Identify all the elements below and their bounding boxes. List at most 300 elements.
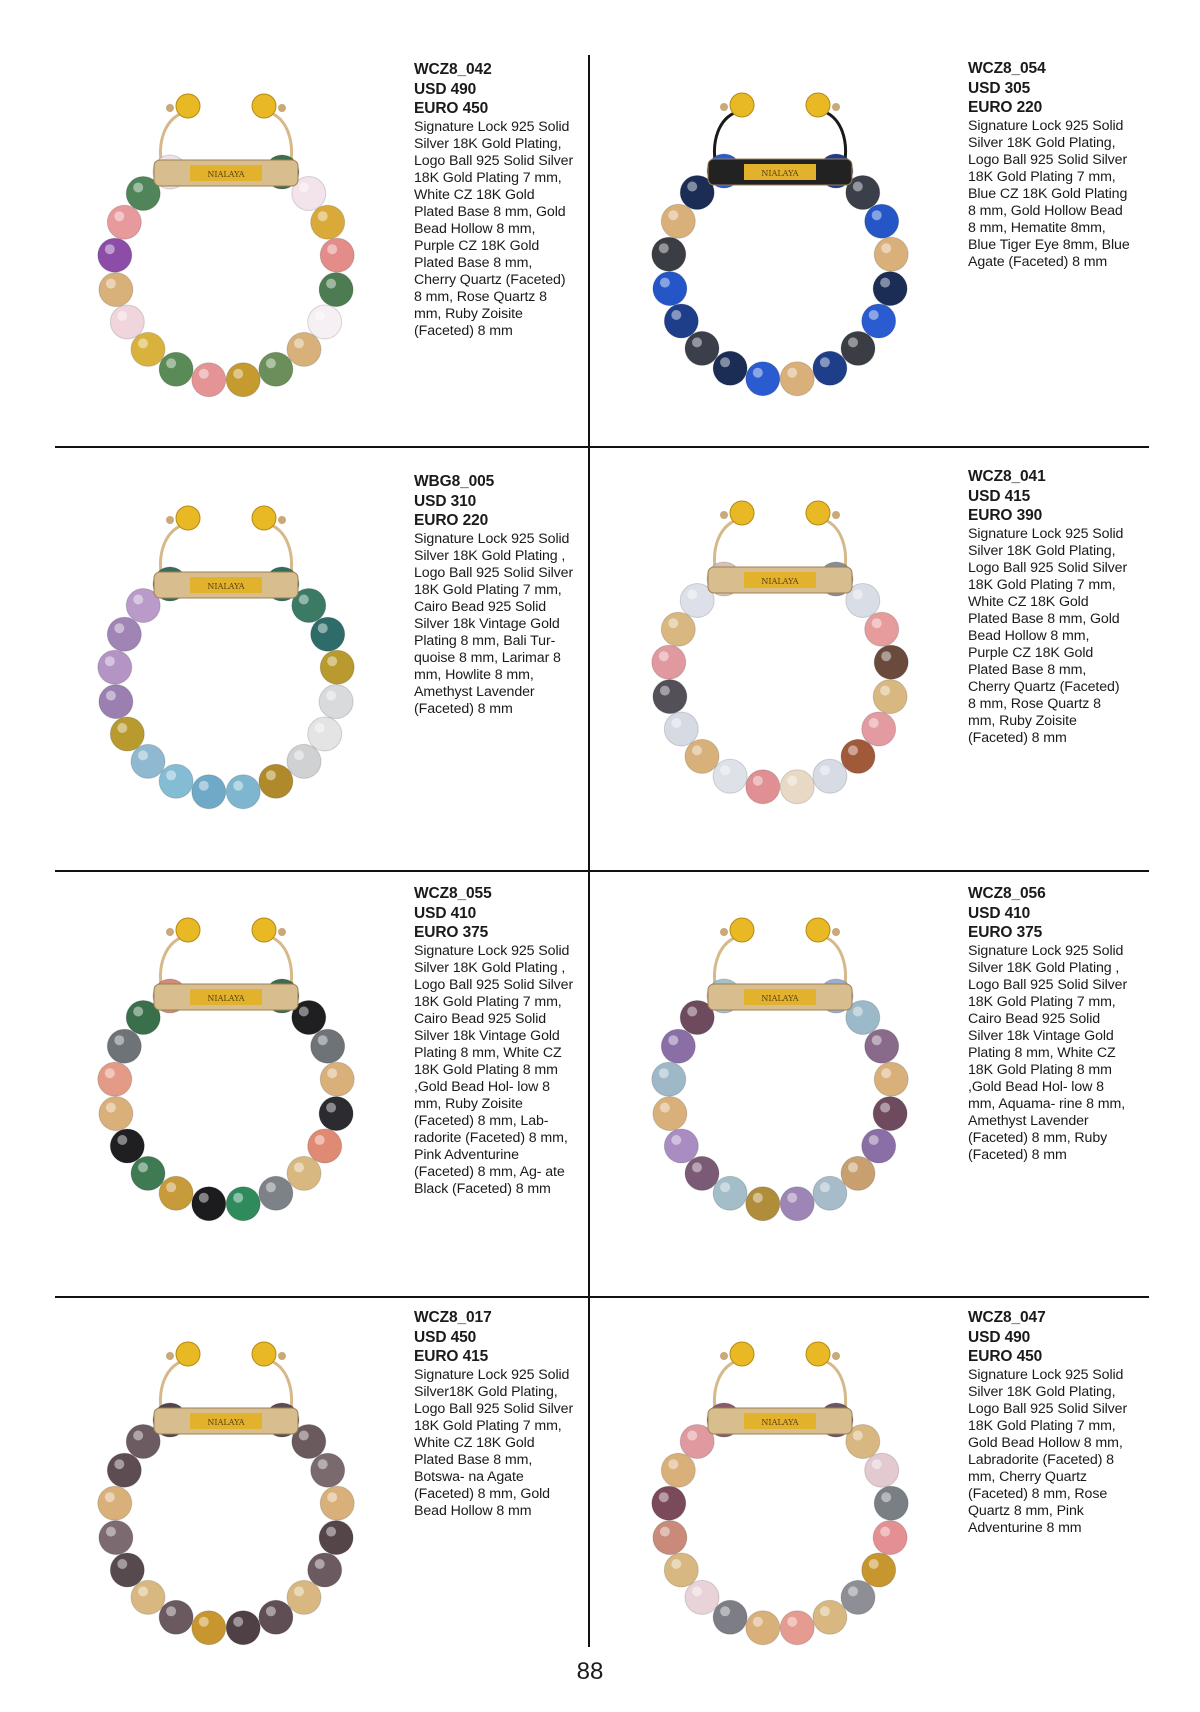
bead-highlight: [881, 1492, 891, 1502]
bead-highlight: [668, 1459, 678, 1469]
bead: [713, 351, 747, 385]
logo-ball: [176, 94, 200, 118]
bead: [319, 1097, 353, 1131]
product-details: [968, 884, 1130, 1164]
bead: [131, 1156, 165, 1190]
bead: [259, 352, 293, 386]
product-description: Signature Lock 925 Solid Silver 18K Gold Plating, Logo Ball 925 Solid Silver 18K Gold Plating 7 mm, Blue CZ 18K Gold Plating 8 mm, Gold Hollow Bead 8 mm, Hematite 8mm, Blue Tiger Eye 8mm, Blue Agate (Faceted) 8 mm: [968, 117, 1130, 270]
bead-highlight: [671, 310, 681, 320]
bead: [319, 1521, 353, 1555]
bead: [159, 764, 193, 798]
bead-highlight: [117, 311, 127, 321]
bead-highlight: [687, 182, 697, 192]
bead: [226, 1611, 260, 1645]
product-sku: WBG8_005: [414, 473, 495, 490]
price-euro: EURO 375: [414, 924, 489, 941]
bead-highlight: [881, 1068, 891, 1078]
bead: [813, 1600, 847, 1634]
bead-highlight: [820, 357, 830, 367]
bead-highlight: [327, 244, 337, 254]
bead-highlight: [299, 1007, 309, 1017]
cord-end: [278, 1352, 286, 1360]
bead: [813, 759, 847, 793]
bead-highlight: [117, 1135, 127, 1145]
bead-highlight: [668, 618, 678, 628]
bead-highlight: [315, 311, 325, 321]
bead: [226, 363, 260, 397]
bead: [320, 650, 354, 684]
price-usd: USD 410: [968, 904, 1031, 922]
bead-highlight: [753, 776, 763, 786]
bead: [746, 1187, 780, 1221]
bead: [746, 362, 780, 396]
product-description: Signature Lock 925 Solid Silver 18K Gold Plating , Logo Ball 925 Solid Silver 18K Gold Plating 7 mm, Cairo Bead 925 Solid Silver 18k Vintage Gold Plating 8 mm, Bali Tur- quoise 8 mm, Larimar 8 mm, Howlite 8 mm, Amethyst Lavender (Faceted) 8 mm: [414, 530, 574, 717]
cord-end: [720, 928, 728, 936]
bracelet-photo: [76, 1312, 376, 1672]
bead-highlight: [660, 686, 670, 696]
cord-end: [720, 1352, 728, 1360]
bead: [287, 744, 321, 778]
bead-highlight: [853, 1431, 863, 1441]
cord-end: [720, 511, 728, 519]
product-description: Signature Lock 925 Solid Silver18K Gold Plating, Logo Ball 925 Solid Silver 18K Gold Plating 7 mm, White CZ 18K Gold Plated Base 8 mm, Botswa- na Agate (Faceted) 8 mm, Gold Bead Hollow 8 mm: [414, 1366, 574, 1519]
price-euro: EURO 390: [968, 507, 1043, 524]
bead: [664, 712, 698, 746]
bead-highlight: [138, 1162, 148, 1172]
bead-highlight: [233, 1617, 243, 1627]
bead-highlight: [326, 1103, 336, 1113]
bead: [841, 1156, 875, 1190]
bead-highlight: [692, 745, 702, 755]
bead: [107, 617, 141, 651]
bead: [259, 1600, 293, 1634]
bead-highlight: [671, 1559, 681, 1569]
bead: [320, 238, 354, 272]
logo-ball: [252, 506, 276, 530]
price-usd: USD 490: [414, 80, 477, 98]
bead-highlight: [880, 1103, 890, 1113]
bead: [653, 1521, 687, 1555]
bead-highlight: [114, 1035, 124, 1045]
cord-end: [278, 104, 286, 112]
price-euro: EURO 220: [414, 512, 489, 529]
bead-highlight: [869, 1135, 879, 1145]
bead: [661, 204, 695, 238]
bead-highlight: [687, 1007, 697, 1017]
bead-highlight: [133, 595, 143, 605]
bead-highlight: [299, 1431, 309, 1441]
bead-highlight: [106, 1527, 116, 1537]
bead-highlight: [720, 765, 730, 775]
bead-highlight: [266, 1606, 276, 1616]
bead: [780, 770, 814, 804]
price-usd: USD 410: [414, 904, 477, 922]
bead-highlight: [266, 1182, 276, 1192]
bead: [226, 1187, 260, 1221]
brand-engraving: NIALAYA: [207, 170, 245, 179]
bead-highlight: [199, 781, 209, 791]
bracelet-photo: [630, 888, 930, 1248]
product-sku: WCZ8_054: [968, 60, 1046, 77]
bead-highlight: [327, 1068, 337, 1078]
product-description: Signature Lock 925 Solid Silver 18K Gold Plating, Logo Ball 925 Solid Silver 18K Gold Plating 7 mm, White CZ 18K Gold Plated Base 8 mm, Gold Bead Hollow 8 mm, Purple CZ 18K Gold Plated Base 8 mm, Cherry Quartz (Faceted) 8 mm, Rose Quartz 8 mm, Ruby Zoisite (Faceted) 8 mm: [968, 525, 1128, 746]
bead-highlight: [105, 244, 115, 254]
bead-highlight: [114, 623, 124, 633]
bracelet-photo: [630, 63, 930, 423]
brand-engraving: NIALAYA: [207, 582, 245, 591]
bead: [99, 273, 133, 307]
cord-end: [832, 511, 840, 519]
bead-highlight: [106, 279, 116, 289]
cord-end: [278, 928, 286, 936]
cord-end: [166, 1352, 174, 1360]
bead: [98, 1486, 132, 1520]
cord-end: [832, 1352, 840, 1360]
bead-highlight: [233, 781, 243, 791]
bead: [874, 1486, 908, 1520]
bead: [874, 645, 908, 679]
bead-highlight: [659, 651, 669, 661]
brand-engraving: NIALAYA: [207, 1418, 245, 1427]
bead: [841, 1580, 875, 1614]
bead: [873, 1521, 907, 1555]
bead-highlight: [326, 279, 336, 289]
bead: [308, 305, 342, 339]
bead-highlight: [869, 1559, 879, 1569]
bead-highlight: [787, 1617, 797, 1627]
product-card: [56, 468, 588, 848]
product-card: [56, 1304, 588, 1684]
bead-highlight: [318, 623, 328, 633]
brand-engraving: NIALAYA: [761, 1418, 799, 1427]
bead: [653, 1097, 687, 1131]
bead-highlight: [233, 1193, 243, 1203]
bead: [107, 1453, 141, 1487]
bead-highlight: [326, 1527, 336, 1537]
bead-highlight: [299, 183, 309, 193]
logo-ball: [252, 1342, 276, 1366]
bead-highlight: [106, 1103, 116, 1113]
bead-highlight: [687, 590, 697, 600]
product-card: [610, 880, 1142, 1260]
product-details: [968, 467, 1130, 747]
bead: [98, 1062, 132, 1096]
product-card: [610, 1304, 1142, 1684]
bead-highlight: [114, 211, 124, 221]
price-usd: USD 305: [968, 79, 1031, 97]
bead-highlight: [299, 595, 309, 605]
bead: [131, 1580, 165, 1614]
bead-highlight: [138, 338, 148, 348]
bead: [713, 759, 747, 793]
horizontal-divider: [55, 1296, 1149, 1298]
logo-ball: [252, 918, 276, 942]
bead: [192, 1187, 226, 1221]
bead: [780, 362, 814, 396]
bead: [652, 1062, 686, 1096]
bracelet-photo: [630, 471, 930, 831]
bracelet-photo: [76, 476, 376, 836]
bead-highlight: [294, 1162, 304, 1172]
product-details: [968, 1308, 1130, 1537]
bead: [862, 1129, 896, 1163]
brand-engraving: NIALAYA: [761, 169, 799, 178]
bead: [713, 1176, 747, 1210]
bead-highlight: [880, 686, 890, 696]
product-description: Signature Lock 925 Solid Silver 18K Gold Plating, Logo Ball 925 Solid Silver 18K Gold Plating 7 mm, Gold Bead Hollow 8 mm, Labradorite (Faceted) 8 mm, Cherry Quartz (Faceted) 8 mm, Rose Quartz 8 mm, Pink Adventurine 8 mm: [968, 1366, 1128, 1536]
product-details: [414, 884, 576, 1198]
logo-ball: [252, 94, 276, 118]
vertical-divider: [588, 55, 590, 1647]
cord-end: [166, 104, 174, 112]
logo-ball: [806, 1342, 830, 1366]
bead-highlight: [318, 211, 328, 221]
bead-highlight: [315, 1559, 325, 1569]
bead: [99, 1521, 133, 1555]
bead: [652, 1486, 686, 1520]
logo-ball: [730, 93, 754, 117]
product-description: Signature Lock 925 Solid Silver 18K Gold Plating , Logo Ball 925 Solid Silver 18K Gold Plating 7 mm, Cairo Bead 925 Solid Silver 18k Vintage Gold Plating 8 mm, White CZ 18K Gold Plating 8 mm ,Gold Bead Hol- low 8 mm, Ruby Zoisite (Faceted) 8 mm, Lab- radorite (Faceted) 8 mm, Pink Adventurine (Faceted) 8 mm, Ag- ate Black (Faceted) 8 mm: [414, 942, 574, 1197]
bead: [862, 712, 896, 746]
bead-highlight: [166, 770, 176, 780]
product-sku: WCZ8_055: [414, 885, 492, 902]
bead: [862, 1553, 896, 1587]
bead: [653, 680, 687, 714]
bead: [159, 352, 193, 386]
bead-highlight: [872, 1035, 882, 1045]
bead: [865, 1029, 899, 1063]
bead-highlight: [199, 1193, 209, 1203]
bead: [873, 1097, 907, 1131]
bracelet-photo: [76, 888, 376, 1248]
cord-end: [278, 516, 286, 524]
bead-highlight: [166, 1182, 176, 1192]
bead-highlight: [853, 590, 863, 600]
bead: [110, 305, 144, 339]
bead: [131, 744, 165, 778]
bead-highlight: [692, 337, 702, 347]
bead: [865, 1453, 899, 1487]
product-sku: WCZ8_056: [968, 885, 1046, 902]
bead-highlight: [720, 1606, 730, 1616]
bead-highlight: [880, 278, 890, 288]
bead-highlight: [820, 765, 830, 775]
bead-highlight: [327, 1492, 337, 1502]
bead-highlight: [872, 618, 882, 628]
bead-highlight: [753, 368, 763, 378]
bead-highlight: [820, 1182, 830, 1192]
bead: [287, 332, 321, 366]
bead: [652, 237, 686, 271]
product-card: [56, 56, 588, 436]
bead: [319, 273, 353, 307]
bead: [259, 764, 293, 798]
bead-highlight: [660, 278, 670, 288]
bead: [159, 1600, 193, 1634]
bead-highlight: [133, 1007, 143, 1017]
bead-highlight: [327, 656, 337, 666]
product-sku: WCZ8_041: [968, 468, 1046, 485]
bead-highlight: [668, 210, 678, 220]
price-usd: USD 415: [968, 487, 1031, 505]
bead-highlight: [853, 182, 863, 192]
bead-highlight: [668, 1035, 678, 1045]
bead: [131, 332, 165, 366]
price-euro: EURO 415: [414, 1348, 489, 1365]
price-usd: USD 310: [414, 492, 477, 510]
bead-highlight: [318, 1459, 328, 1469]
cord-end: [720, 103, 728, 111]
product-sku: WCZ8_042: [414, 61, 492, 78]
bead-highlight: [266, 358, 276, 368]
bead-highlight: [266, 770, 276, 780]
cord-end: [166, 928, 174, 936]
price-euro: EURO 450: [968, 1348, 1043, 1365]
bead: [99, 685, 133, 719]
bead: [311, 1453, 345, 1487]
bead-highlight: [659, 1492, 669, 1502]
bead-highlight: [881, 243, 891, 253]
bead-highlight: [659, 243, 669, 253]
product-details: [414, 472, 576, 718]
bead: [661, 612, 695, 646]
bead-highlight: [720, 357, 730, 367]
logo-ball: [730, 501, 754, 525]
bead-highlight: [692, 1586, 702, 1596]
product-sku: WCZ8_017: [414, 1309, 492, 1326]
bead: [813, 351, 847, 385]
bead: [652, 645, 686, 679]
logo-ball: [176, 506, 200, 530]
price-euro: EURO 220: [968, 99, 1043, 116]
cord-end: [166, 516, 174, 524]
bead-highlight: [872, 210, 882, 220]
cord-end: [832, 103, 840, 111]
bead: [320, 1062, 354, 1096]
bead: [873, 272, 907, 306]
bead: [287, 1580, 321, 1614]
page-number: 88: [576, 1658, 604, 1685]
bead-highlight: [315, 1135, 325, 1145]
product-details: [414, 1308, 576, 1520]
bead-highlight: [820, 1606, 830, 1616]
price-euro: EURO 375: [968, 924, 1043, 941]
bead: [874, 1062, 908, 1096]
bead: [226, 775, 260, 809]
bead-highlight: [720, 1182, 730, 1192]
bead-highlight: [105, 656, 115, 666]
product-sku: WCZ8_047: [968, 1309, 1046, 1326]
bead: [664, 1129, 698, 1163]
bead: [98, 238, 132, 272]
bead-highlight: [660, 1527, 670, 1537]
bead-highlight: [881, 651, 891, 661]
product-details: [968, 59, 1130, 271]
bead-highlight: [787, 1193, 797, 1203]
bead: [192, 775, 226, 809]
bead-highlight: [166, 358, 176, 368]
bead-highlight: [848, 337, 858, 347]
bead-highlight: [105, 1068, 115, 1078]
bead-highlight: [848, 1586, 858, 1596]
bead: [308, 1553, 342, 1587]
product-description: Signature Lock 925 Solid Silver 18K Gold Plating , Logo Ball 925 Solid Silver 18K Gold Plating 7 mm, Cairo Bead 925 Solid Silver 18k Vintage Gold Plating 8 mm, White CZ 18K Gold Plating 8 mm ,Gold Bead Hol- low 8 mm, Aquama- rine 8 mm, Amethyst Lavender (Faceted) 8 mm, Ruby (Faceted) 8 mm: [968, 942, 1128, 1163]
bead: [107, 205, 141, 239]
bead: [192, 363, 226, 397]
bead: [746, 1611, 780, 1645]
bead: [259, 1176, 293, 1210]
brand-engraving: NIALAYA: [761, 577, 799, 586]
logo-ball: [806, 93, 830, 117]
logo-ball: [730, 1342, 754, 1366]
logo-ball: [730, 918, 754, 942]
logo-ball: [806, 501, 830, 525]
brand-engraving: NIALAYA: [761, 994, 799, 1003]
bead-highlight: [105, 1492, 115, 1502]
bead-highlight: [233, 369, 243, 379]
bead: [664, 1553, 698, 1587]
bead: [311, 205, 345, 239]
bead-highlight: [199, 369, 209, 379]
price-usd: USD 490: [968, 1328, 1031, 1346]
bead-highlight: [869, 310, 879, 320]
price-usd: USD 450: [414, 1328, 477, 1346]
logo-ball: [176, 1342, 200, 1366]
bead: [813, 1176, 847, 1210]
bead: [685, 331, 719, 365]
bead: [746, 770, 780, 804]
bead: [685, 739, 719, 773]
logo-ball: [176, 918, 200, 942]
bead-highlight: [315, 723, 325, 733]
bead: [99, 1097, 133, 1131]
bracelet-photo: [630, 1312, 930, 1672]
bead-highlight: [138, 750, 148, 760]
product-card: [56, 880, 588, 1260]
bead-highlight: [692, 1162, 702, 1172]
bead: [873, 680, 907, 714]
bead: [661, 1453, 695, 1487]
horizontal-divider: [55, 870, 1149, 872]
bead: [287, 1156, 321, 1190]
bead-highlight: [753, 1617, 763, 1627]
bead-highlight: [660, 1103, 670, 1113]
bead: [319, 685, 353, 719]
bead: [159, 1176, 193, 1210]
bead-highlight: [133, 183, 143, 193]
bead-highlight: [671, 718, 681, 728]
bead: [865, 204, 899, 238]
bead-highlight: [318, 1035, 328, 1045]
bead-highlight: [133, 1431, 143, 1441]
bead-highlight: [166, 1606, 176, 1616]
bead-highlight: [848, 1162, 858, 1172]
cord-end: [832, 928, 840, 936]
bead-highlight: [880, 1527, 890, 1537]
bead-highlight: [787, 368, 797, 378]
bead: [780, 1611, 814, 1645]
bead: [107, 1029, 141, 1063]
price-euro: EURO 450: [414, 100, 489, 117]
bead-highlight: [294, 338, 304, 348]
bead-highlight: [659, 1068, 669, 1078]
bead-highlight: [294, 1586, 304, 1596]
bead-highlight: [753, 1193, 763, 1203]
bead: [308, 717, 342, 751]
product-card: [610, 463, 1142, 843]
bead: [98, 650, 132, 684]
bead-highlight: [117, 1559, 127, 1569]
